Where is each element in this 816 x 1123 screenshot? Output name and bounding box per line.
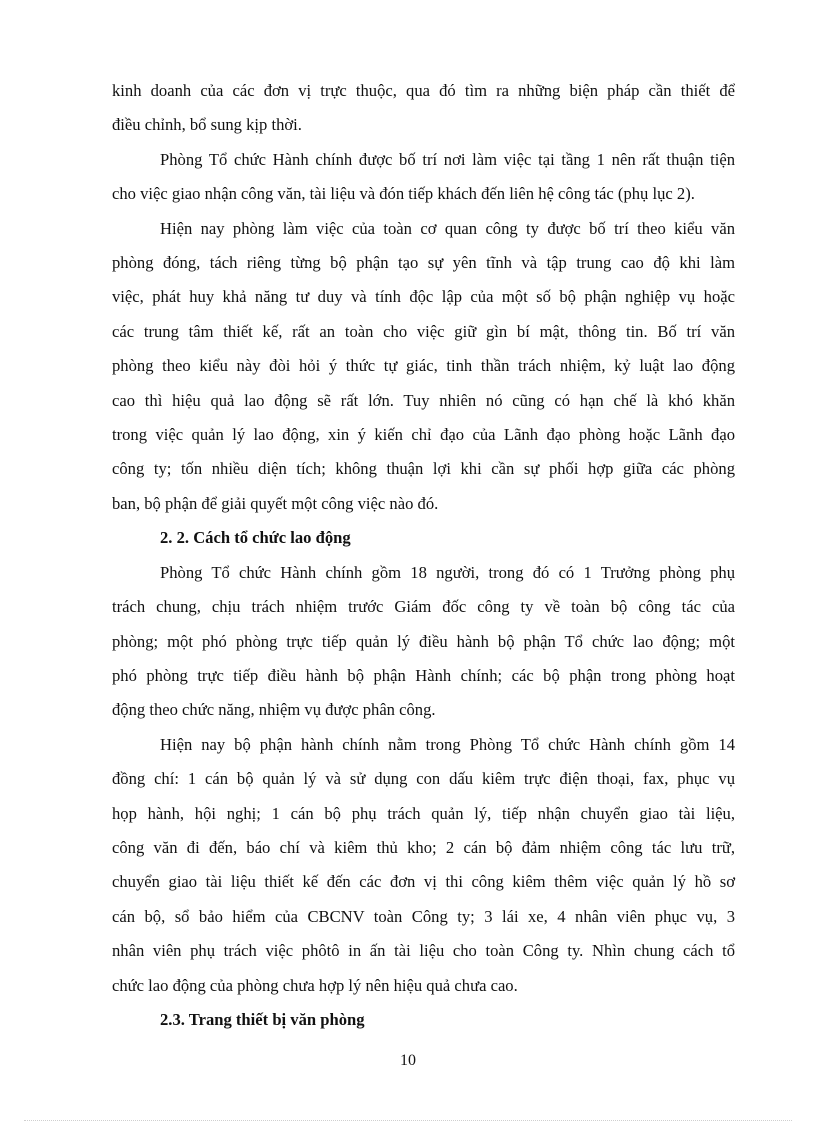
text-line: kinh doanh của các đơn vị trực thuộc, qua đó tìm ra những biện pháp cần thiết để	[112, 81, 735, 100]
text-line: trách chung, chịu trách nhiệm trước Giám đốc công ty về toàn bộ công tác của	[112, 597, 735, 617]
paragraph-office-location	[112, 143, 735, 212]
text-line: họp hành, hội nghị; 1 cán bộ phụ trách quản lý, tiếp nhận chuyển giao tài liệu,	[112, 803, 735, 823]
text-line: điều chỉnh, bổ sung kịp thời.	[112, 115, 302, 135]
text-line: phòng theo kiểu này đòi hỏi ý thức tự giác, tinh thần trách nhiệm, kỷ luật lao động	[112, 356, 735, 376]
text-line: trong việc quản lý lao động, xin ý kiến chỉ đạo của Lãnh đạo phòng hoặc Lãnh đạo	[112, 425, 735, 445]
paragraph-continuation	[112, 74, 735, 143]
document-body	[112, 74, 735, 1037]
text-line: Phòng Tổ chức Hành chính gồm 18 người, trong đó có 1 Trưởng phòng phụ	[160, 562, 735, 582]
text-line: Hiện nay bộ phận hành chính nằm trong Phòng Tổ chức Hành chính gồm 14	[160, 734, 735, 754]
paragraph-staff-structure	[112, 556, 735, 728]
text-line: đồng chí: 1 cán bộ quản lý và sử dụng con dấu kiêm trực điện thoại, fax, phục vụ	[112, 769, 735, 789]
text-line: phó phòng trực tiếp điều hành bộ phận Hành chính; các bộ phận trong phòng hoạt	[112, 665, 735, 685]
paragraph-admin-staff	[112, 728, 735, 1003]
text-line: công ty; tốn nhiều diện tích; không thuận lợi khi cần sự phối hợp giữa các phòng	[112, 459, 735, 479]
text-line: Hiện nay phòng làm việc của toàn cơ quan công ty được bố trí theo kiểu văn	[160, 218, 735, 238]
paragraph-office-layout	[112, 212, 735, 522]
section-heading: 2.3. Trang thiết bị văn phòng	[160, 1009, 365, 1029]
text-line: ban, bộ phận để giải quyết một công việc nào đó.	[112, 493, 439, 513]
text-line: cán bộ, sổ bảo hiểm của CBCNV toàn Công ty; 3 lái xe, 4 nhân viên phục vụ, 3	[112, 906, 735, 926]
page-number: 10	[400, 1052, 416, 1069]
text-line: phòng; một phó phòng trực tiếp quản lý điều hành bộ phận Tổ chức lao động; một	[112, 631, 735, 651]
text-line: công văn đi đến, báo chí và kiêm thủ kho; 2 cán bộ đảm nhiệm công tác lưu trữ,	[112, 837, 735, 857]
text-line: chức lao động của phòng chưa hợp lý nên hiệu quả chưa cao.	[112, 975, 518, 995]
text-line: các trung tâm thiết kế, rất an toàn cho việc giữ gìn bí mật, thông tin. Bố trí văn	[112, 321, 735, 341]
text-line: cao thì hiệu quả lao động sẽ rất lớn. Tuy nhiên nó cũng có hạn chế là khó khăn	[112, 390, 735, 410]
text-line: Phòng Tổ chức Hành chính được bố trí nơi làm việc tại tầng 1 nên rất thuận tiện	[160, 149, 735, 169]
text-line: chuyển giao tài liệu thiết kế đến các đơn vị thi công kiêm thêm việc quản lý hồ sơ	[112, 872, 735, 892]
section-heading: 2. 2. Cách tổ chức lao động	[160, 528, 351, 548]
text-line: việc, phát huy khả năng tư duy và tính độc lập của một số bộ phận nghiệp vụ hoặc	[112, 287, 735, 307]
text-line: động theo chức năng, nhiệm vụ được phân công.	[112, 700, 436, 720]
text-line: nhân viên phụ trách việc phôtô in ấn tài liệu cho toàn Công ty. Nhìn chung cách tổ	[112, 941, 735, 961]
text-line: cho việc giao nhận công văn, tài liệu và đón tiếp khách đến liên hệ công tác (phụ lục 2).	[112, 184, 695, 204]
text-line: phòng đóng, tách riêng từng bộ phận tạo sự yên tĩnh và tập trung cao độ khi làm	[112, 253, 735, 273]
page-bottom-divider	[24, 1120, 792, 1121]
